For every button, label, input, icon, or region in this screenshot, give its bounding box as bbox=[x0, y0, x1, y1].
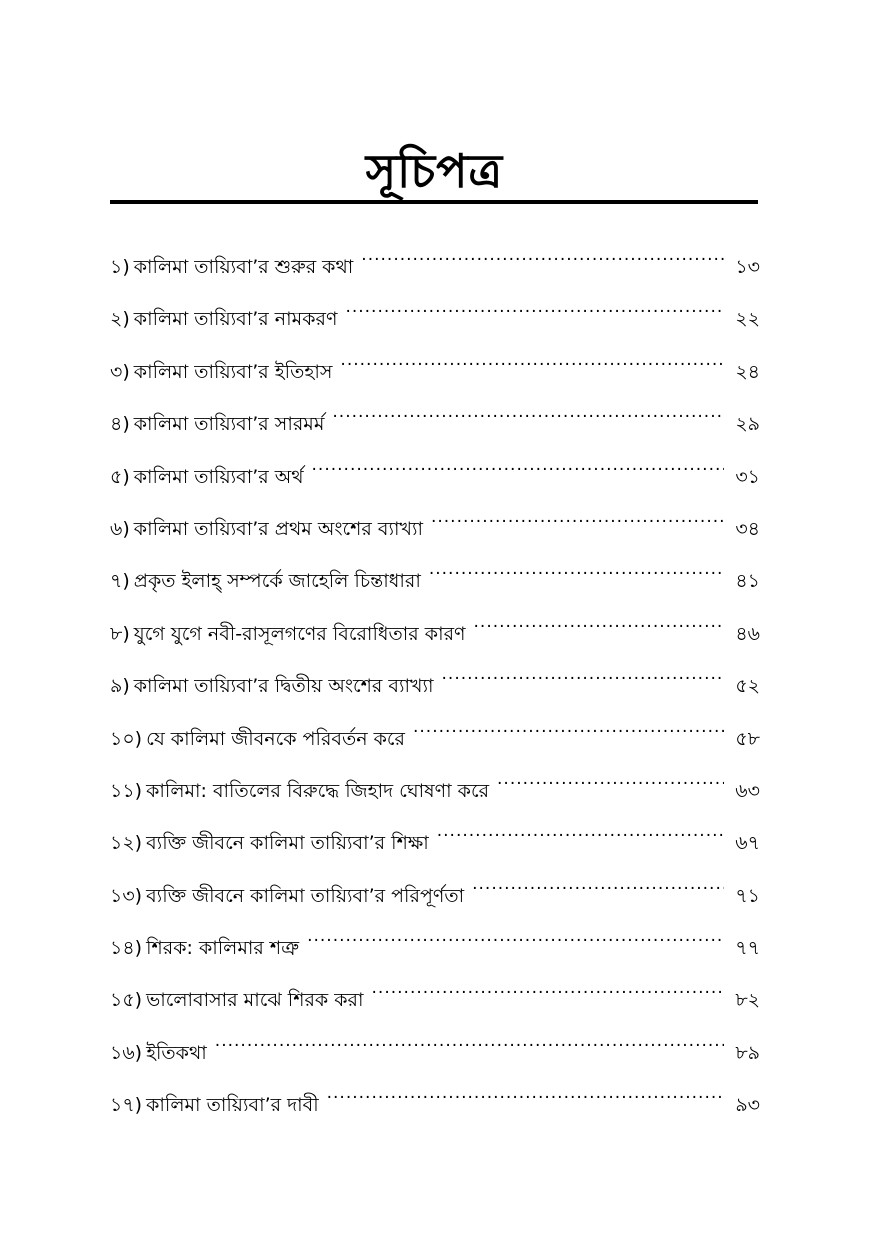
dot-leader bbox=[472, 866, 724, 902]
entry-title: কালিমা তায়্যিবা’র দ্বিতীয় অংশের ব্যাখ্যা bbox=[133, 675, 434, 698]
entry-number: ৩) bbox=[110, 360, 130, 383]
entry-page-number: ৫৮ bbox=[735, 727, 760, 750]
entry-title: কালিমা তায়্যিবা’র নামকরণ bbox=[133, 308, 338, 331]
dot-leader bbox=[340, 342, 724, 378]
dot-leader bbox=[437, 813, 724, 849]
dot-leader bbox=[327, 1075, 724, 1111]
entry-title: ব্যক্তি জীবনে কালিমা তায়্যিবা’র পরিপূর্ণতা bbox=[146, 884, 465, 907]
dot-leader bbox=[312, 447, 724, 483]
entry-number: ১৪) bbox=[110, 937, 143, 960]
toc-entry bbox=[110, 656, 760, 708]
dot-leader bbox=[497, 761, 724, 797]
entry-title: কালিমা তায়্যিবা’র ইতিহাস bbox=[133, 360, 333, 383]
entry-page-number: ৭১ bbox=[735, 884, 760, 907]
entry-page-number: ১৩ bbox=[735, 256, 760, 278]
dot-leader bbox=[345, 289, 724, 325]
toc-entry bbox=[110, 918, 760, 970]
toc-entry bbox=[110, 342, 760, 394]
entry-title: ইতিকথা bbox=[146, 1041, 207, 1064]
entry-number: ১০) bbox=[110, 727, 143, 750]
entry-title: কালিমা তায়্যিবা’র অর্থ bbox=[133, 465, 304, 488]
entry-page-number: ৬৩ bbox=[735, 779, 760, 802]
entry-page-number: ৬৭ bbox=[735, 832, 760, 855]
dot-leader bbox=[413, 709, 724, 745]
entry-number: ১২) bbox=[110, 832, 143, 855]
entry-page-number: ৫২ bbox=[735, 675, 760, 698]
entry-number: ৫) bbox=[110, 465, 130, 488]
table-of-contents bbox=[110, 237, 760, 1128]
toc-entry bbox=[110, 1075, 760, 1127]
toc-entry bbox=[110, 866, 760, 918]
entry-page-number: ৮২ bbox=[735, 989, 760, 1012]
dot-leader bbox=[442, 656, 724, 692]
entry-number: ৮) bbox=[110, 622, 130, 645]
entry-title: কালিমা তায়্যিবা’র প্রথম অংশের ব্যাখ্যা bbox=[133, 517, 423, 540]
dot-leader bbox=[361, 237, 724, 273]
entry-title: যুগে যুগে নবী-রাসূলগণের বিরোধিতার কারণ bbox=[133, 622, 466, 645]
entry-number: ১৭) bbox=[110, 1094, 143, 1117]
toc-entry bbox=[110, 813, 760, 865]
entry-number: ১) bbox=[110, 256, 130, 278]
dot-leader bbox=[307, 918, 724, 954]
entry-number: ৬) bbox=[110, 517, 130, 540]
toc-entry bbox=[110, 709, 760, 761]
entry-title: শিরক: কালিমার শত্রু bbox=[146, 937, 300, 960]
entry-number: ৭) bbox=[110, 570, 130, 593]
dot-leader bbox=[372, 970, 724, 1006]
entry-title: প্রকৃত ইলাহ্ সম্পর্কে জাহেলি চিন্তাধারা bbox=[133, 570, 421, 593]
toc-entry bbox=[110, 970, 760, 1022]
entry-number: ১১) bbox=[110, 779, 143, 802]
entry-title: কালিমা: বাতিলের বিরুদ্ধে জিহাদ ঘোষণা করে bbox=[146, 779, 490, 802]
entry-page-number: ৭৭ bbox=[735, 937, 760, 960]
entry-title: কালিমা তায়্যিবা’র দাবী bbox=[146, 1094, 319, 1117]
entry-number: ৪) bbox=[110, 413, 130, 436]
entry-page-number: ৪৬ bbox=[735, 622, 760, 645]
dot-leader bbox=[332, 394, 724, 430]
entry-page-number: ৯৩ bbox=[735, 1094, 760, 1117]
entry-page-number: ২২ bbox=[735, 308, 760, 331]
toc-entry bbox=[110, 237, 760, 289]
page-title: সূচিপত্র bbox=[365, 143, 504, 198]
entry-title: যে কালিমা জীবনকে পরিবর্তন করে bbox=[146, 727, 405, 750]
toc-entry bbox=[110, 761, 760, 813]
entry-number: ৯) bbox=[110, 675, 130, 698]
entry-page-number: ৩৪ bbox=[735, 517, 760, 540]
dot-leader bbox=[474, 604, 724, 640]
entry-number: ১৫) bbox=[110, 989, 143, 1012]
dot-leader bbox=[429, 551, 724, 587]
entry-title: ব্যক্তি জীবনে কালিমা তায়্যিবা’র শিক্ষা bbox=[146, 832, 429, 855]
toc-entry bbox=[110, 551, 760, 603]
entry-title: কালিমা তায়্যিবা’র শুরুর কথা bbox=[133, 256, 354, 278]
dot-leader bbox=[215, 1023, 724, 1059]
entry-page-number: ৪১ bbox=[735, 570, 760, 593]
entry-page-number: ৩১ bbox=[735, 465, 760, 488]
entry-number: ১৬) bbox=[110, 1041, 143, 1064]
toc-entry bbox=[110, 499, 760, 551]
entry-page-number: ৮৯ bbox=[735, 1041, 760, 1064]
toc-entry bbox=[110, 394, 760, 446]
entry-title: ভালোবাসার মাঝে শিরক করা bbox=[146, 989, 364, 1012]
entry-title: কালিমা তায়্যিবা’র সারমর্ম bbox=[133, 413, 325, 436]
title-divider bbox=[110, 200, 758, 204]
toc-entry bbox=[110, 289, 760, 341]
toc-entry bbox=[110, 1023, 760, 1075]
entry-page-number: ২৯ bbox=[735, 413, 760, 436]
dot-leader bbox=[431, 499, 724, 535]
entry-number: ২) bbox=[110, 308, 130, 331]
toc-entry bbox=[110, 447, 760, 499]
entry-page-number: ২৪ bbox=[735, 360, 760, 383]
entry-number: ১৩) bbox=[110, 884, 143, 907]
toc-entry bbox=[110, 604, 760, 656]
